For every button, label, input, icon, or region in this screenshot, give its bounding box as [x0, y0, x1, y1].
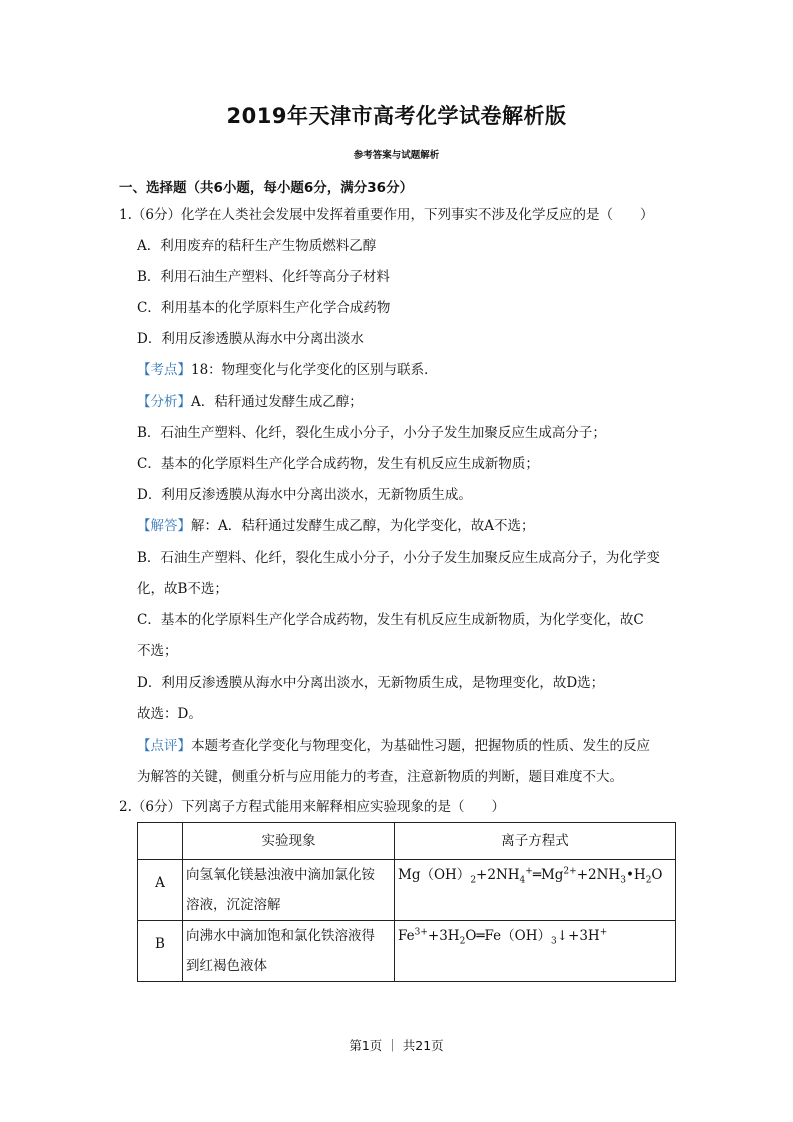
kaodian-text: 18：物理变化与化学变化的区别与联系． [191, 362, 438, 378]
dianping-tag: 【点评】 [137, 738, 191, 754]
jieda-tag: 【解答】 [137, 518, 191, 534]
question-1-stem: 1.（6分）化学在人类社会发展中发挥着重要作用，下列事实不涉及化学反应的是（ ） [119, 207, 654, 223]
question-1-option-c: C．利用基本的化学原料生产化学合成药物 [137, 300, 391, 316]
fenxi-line [137, 392, 363, 412]
dianping-line-2: 为解答的关键，侧重分析与应用能力的考查，注意新物质的判断，题目难度不大。 [137, 769, 623, 785]
fenxi-line-c: C．基本的化学原料生产化学合成药物，发生有机反应生成新物质； [137, 456, 539, 472]
fenxi-text: A．秸秆通过发酵生成乙醇； [191, 394, 363, 410]
page-footer: 第1页 ｜ 共21页 [349, 1038, 444, 1053]
dianping-text: 本题考查化学变化与物理变化，为基础性习题，把握物质的性质、发生的反应 [191, 738, 650, 754]
jieda-line-c2: 不选； [137, 643, 178, 659]
fenxi-line-b: B．石油生产塑料、化纤，裂化生成小分子，小分子发生加聚反应生成高分子； [137, 425, 606, 441]
question-1-option-d: D．利用反渗透膜从海水中分离出淡水 [137, 331, 364, 347]
kaodian-line [137, 360, 438, 380]
jieda-line-b2: 化，故B不选； [137, 581, 228, 597]
table-header-cell: 离子方程式 [395, 823, 676, 860]
row-key: B [138, 921, 183, 982]
phenomenon-line: 到红褐色液体 [186, 958, 267, 974]
question-2-table [137, 822, 676, 982]
phenomenon-line: 向氢氧化镁悬浊液中滴加氯化铵 [186, 867, 375, 883]
fenxi-line-d: D．利用反渗透膜从海水中分离出淡水，无新物质生成。 [137, 487, 472, 503]
jieda-line-d: D．利用反渗透膜从海水中分离出淡水，无新物质生成，是物理变化，故D选； [137, 675, 605, 691]
phenomenon-line: 向沸水中滴加饱和氯化铁溶液得 [186, 928, 375, 944]
table-header-row [138, 823, 676, 860]
kaodian-tag: 【考点】 [137, 362, 191, 378]
dianping-line [137, 736, 650, 756]
jieda-line-b1: B．石油生产塑料、化纤，裂化生成小分子，小分子发生加聚反应生成高分子，为化学变 [137, 550, 660, 566]
table-header-cell: 实验现象 [183, 823, 395, 860]
fenxi-tag: 【分析】 [137, 394, 191, 410]
jieda-line [137, 516, 535, 536]
row-equation: $Mg(OH)_2+2NH_4^+═Mg^{2+}+2NH_3•H_2O$ [395, 860, 676, 921]
section-heading: 一、选择题（共6小题，每小题6分，满分36分） [119, 180, 414, 196]
question-2-stem: 2.（6分）下列离子方程式能用来解释相应实验现象的是（ ） [119, 799, 505, 815]
page-subtitle: 参考答案与试题解析 [353, 150, 440, 161]
jieda-answer: 故选：D。 [137, 706, 202, 722]
jieda-line-c1: C．基本的化学原料生产化学合成药物，发生有机反应生成新物质，为化学变化，故C [137, 612, 644, 628]
row-equation: $Fe^{3+}+3H_2O═Fe(OH)_3↓+3H^+$ [395, 921, 676, 982]
page-title: 2019年天津市高考化学试卷解析版 [226, 104, 567, 128]
table-row [138, 921, 676, 982]
table-header-cell [138, 823, 183, 860]
jieda-text: 解：A．秸秆通过发酵生成乙醇，为化学变化，故A不选； [191, 518, 535, 534]
question-1-option-a: A．利用废弃的秸秆生产生物质燃料乙醇 [137, 238, 377, 254]
question-1-option-b: B．利用石油生产塑料、化纤等高分子材料 [137, 269, 390, 285]
table-row [138, 860, 676, 921]
row-phenomenon [183, 921, 395, 982]
phenomenon-line: 溶液，沉淀溶解 [186, 897, 281, 913]
row-key: A [138, 860, 183, 921]
row-phenomenon [183, 860, 395, 921]
